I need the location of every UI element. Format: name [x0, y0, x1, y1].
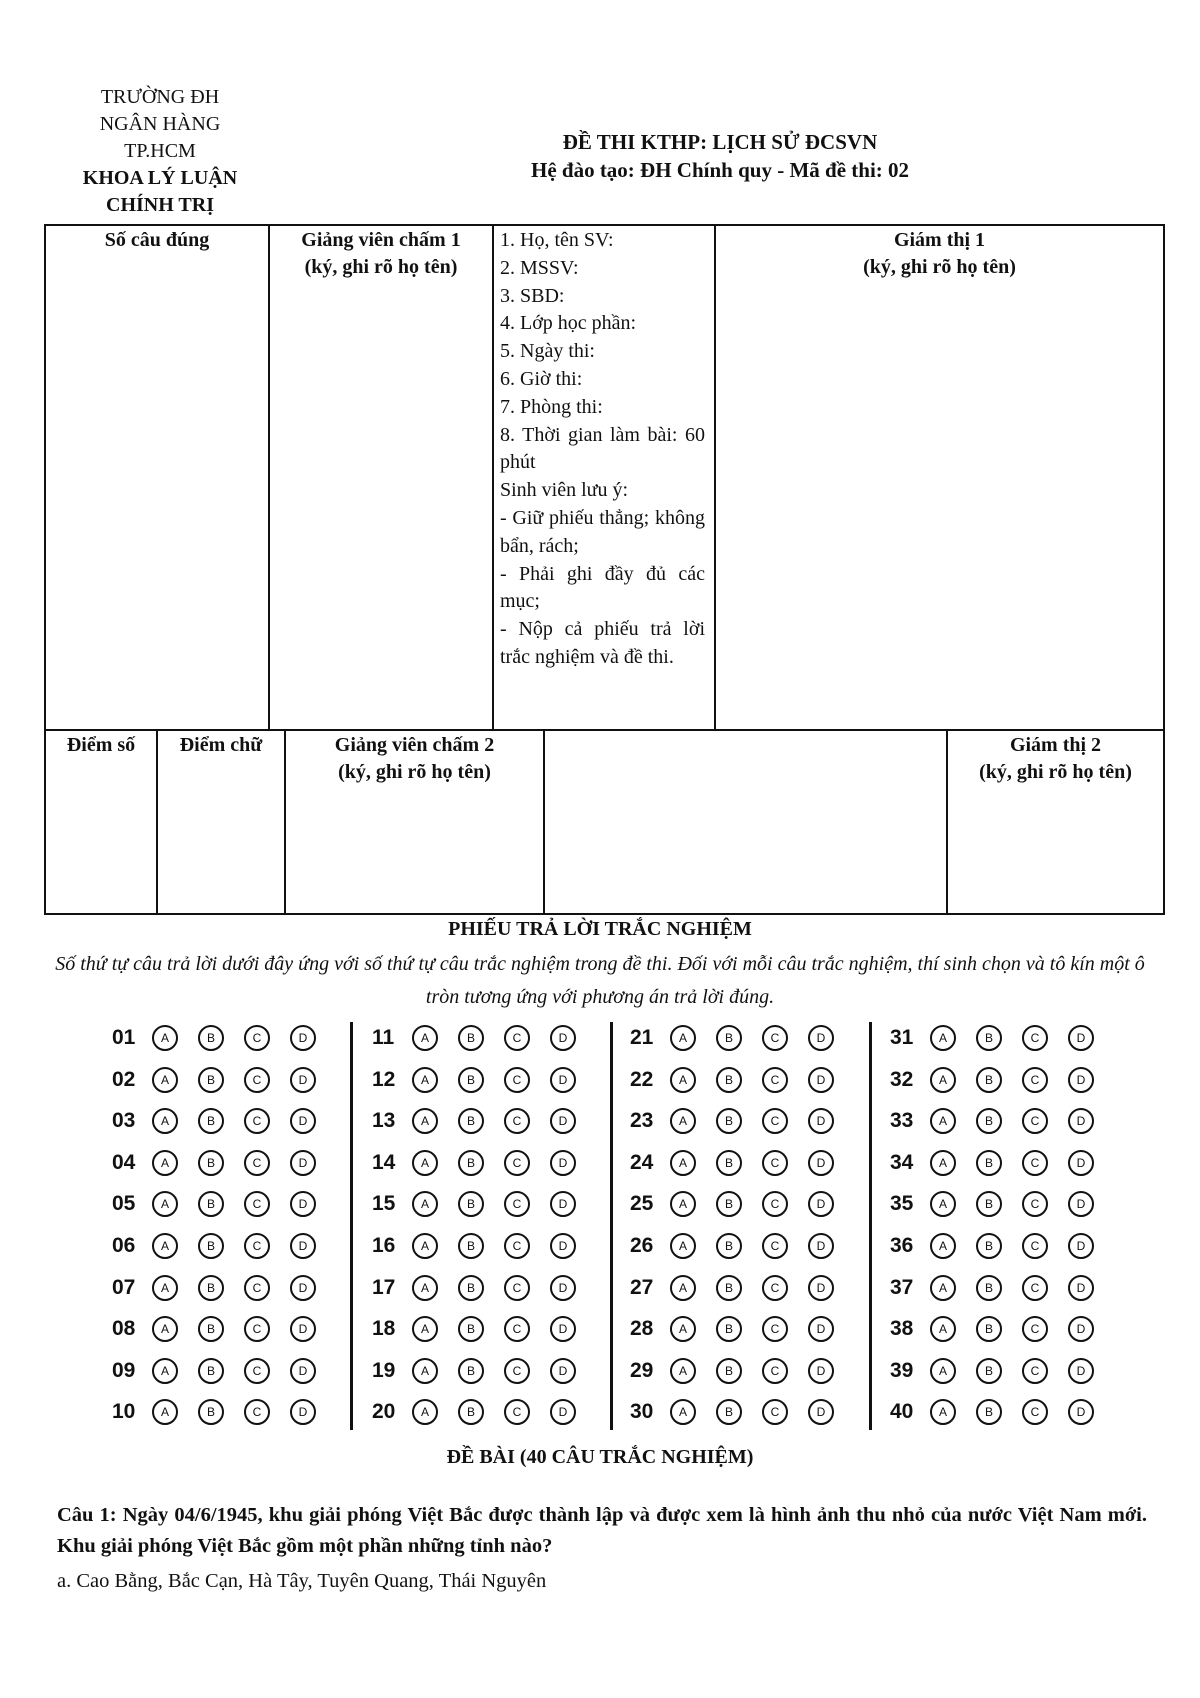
answer-bubble-a[interactable]: A: [670, 1233, 696, 1259]
question-number: 20: [372, 1400, 396, 1424]
answer-bubble-a[interactable]: A: [412, 1316, 438, 1342]
answer-bubble-d[interactable]: D: [1068, 1108, 1094, 1134]
answer-row: [112, 1187, 336, 1221]
answer-bubble-a[interactable]: A: [412, 1191, 438, 1217]
question-number: 05: [112, 1192, 136, 1216]
answer-bubble-d[interactable]: D: [808, 1233, 834, 1259]
info-item-duration: 8. Thời gian làm bài: 60 phút: [500, 423, 705, 474]
answer-row: [890, 1187, 1114, 1221]
answer-bubble-b[interactable]: B: [716, 1275, 742, 1301]
answer-row: [372, 1229, 596, 1263]
answer-bubble-c[interactable]: C: [244, 1108, 270, 1134]
answer-bubble-d[interactable]: D: [290, 1025, 316, 1051]
answer-row: [630, 1021, 854, 1055]
answer-bubble-a[interactable]: A: [412, 1358, 438, 1384]
question-number: 12: [372, 1067, 396, 1091]
answer-bubble-b[interactable]: B: [198, 1150, 224, 1176]
info-item-candidate-no: 3. SBD:: [500, 284, 565, 307]
answer-bubble-c[interactable]: C: [762, 1358, 788, 1384]
answer-bubble-b[interactable]: B: [458, 1025, 484, 1051]
score-words-label: Điểm chữ: [179, 734, 263, 756]
answer-bubble-c[interactable]: C: [244, 1399, 270, 1425]
answer-row: [890, 1146, 1114, 1180]
answer-row: [372, 1271, 596, 1305]
answer-row: [372, 1021, 596, 1055]
question-number: 02: [112, 1067, 136, 1091]
answer-bubble-b[interactable]: B: [458, 1067, 484, 1093]
proctor1-cell: [716, 227, 1163, 281]
answer-bubble-d[interactable]: D: [550, 1358, 576, 1384]
answer-bubble-b[interactable]: B: [976, 1025, 1002, 1051]
answer-row: [372, 1312, 596, 1346]
answer-bubble-c[interactable]: C: [1022, 1316, 1048, 1342]
question-number: 23: [630, 1109, 654, 1133]
answer-bubble-a[interactable]: A: [930, 1191, 956, 1217]
answer-sheet-instruction: Số thứ tự câu trả lời dưới đây ứng với số thứ tự câu trắc nghiệm trong đề thi. Đối với mỗi câu trắc nghiệm, thí sinh chọn và tô kín một ô tròn tương ứng với phương án trả lời đúng.: [55, 953, 1145, 1008]
question-number: 27: [630, 1275, 654, 1299]
answer-bubble-c[interactable]: C: [762, 1275, 788, 1301]
answer-bubble-c[interactable]: C: [504, 1233, 530, 1259]
answer-bubble-b[interactable]: B: [458, 1399, 484, 1425]
proctor2-cell: [948, 732, 1163, 786]
answer-bubble-d[interactable]: D: [808, 1067, 834, 1093]
answer-row: [890, 1271, 1114, 1305]
question-number: 06: [112, 1234, 136, 1257]
table-divider: [268, 224, 270, 731]
answer-bubble-c[interactable]: C: [762, 1316, 788, 1342]
answer-bubble-c[interactable]: C: [504, 1067, 530, 1093]
answer-bubble-c[interactable]: C: [244, 1358, 270, 1384]
info-item-student-id: 2. MSSV:: [500, 256, 579, 279]
answer-bubble-b[interactable]: B: [458, 1233, 484, 1259]
question-number: 39: [890, 1358, 914, 1382]
table-divider: [492, 224, 494, 731]
answer-bubble-a[interactable]: A: [930, 1067, 956, 1093]
answer-bubble-d[interactable]: D: [550, 1067, 576, 1093]
proctor2-label: Giám thị 2: [1009, 734, 1102, 756]
answer-bubble-a[interactable]: A: [930, 1233, 956, 1259]
info-item-name: 1. Họ, tên SV:: [500, 229, 614, 251]
answer-bubble-a[interactable]: A: [152, 1108, 178, 1134]
table-divider: [714, 224, 716, 731]
answer-bubble-d[interactable]: D: [808, 1150, 834, 1176]
answer-bubble-b[interactable]: B: [976, 1233, 1002, 1259]
question-number: 36: [890, 1234, 914, 1257]
answer-row: [630, 1271, 854, 1305]
answer-bubble-a[interactable]: A: [152, 1150, 178, 1176]
answer-bubble-a[interactable]: A: [412, 1025, 438, 1051]
question-number: 01: [112, 1026, 136, 1049]
question-number: 18: [372, 1317, 396, 1341]
answer-bubble-d[interactable]: D: [808, 1399, 834, 1425]
answer-bubble-c[interactable]: C: [762, 1067, 788, 1093]
column-divider: [610, 1022, 613, 1430]
answer-sheet-title: PHIẾU TRẢ LỜI TRẮC NGHIỆM: [448, 918, 752, 940]
question-number: 21: [630, 1026, 654, 1049]
answer-bubble-d[interactable]: D: [550, 1399, 576, 1425]
answer-bubble-d[interactable]: D: [1068, 1399, 1094, 1425]
answer-bubble-d[interactable]: D: [1068, 1275, 1094, 1301]
answer-bubble-c[interactable]: C: [244, 1316, 270, 1342]
question-number: 15: [372, 1192, 396, 1216]
answer-bubble-d[interactable]: D: [290, 1150, 316, 1176]
grader2-note: (ký, ghi rõ họ tên): [338, 761, 491, 783]
answer-bubble-a[interactable]: A: [670, 1275, 696, 1301]
answer-bubble-a[interactable]: A: [412, 1150, 438, 1176]
column-divider: [350, 1022, 353, 1430]
answer-row: [890, 1354, 1114, 1388]
answer-row: [372, 1104, 596, 1138]
answer-bubble-a[interactable]: A: [670, 1025, 696, 1051]
answer-bubble-d[interactable]: D: [550, 1108, 576, 1134]
answer-row: [630, 1104, 854, 1138]
answer-row: [630, 1395, 854, 1429]
answer-bubble-a[interactable]: A: [930, 1275, 956, 1301]
answer-bubble-d[interactable]: D: [550, 1025, 576, 1051]
question-number: 40: [890, 1400, 914, 1424]
answer-bubble-c[interactable]: C: [1022, 1191, 1048, 1217]
answer-row: [890, 1063, 1114, 1097]
school-name-line: NGÂN HÀNG: [99, 113, 221, 135]
answer-bubble-d[interactable]: D: [550, 1150, 576, 1176]
answer-bubble-b[interactable]: B: [716, 1067, 742, 1093]
answer-bubble-a[interactable]: A: [412, 1275, 438, 1301]
proctor1-label: Giám thị 1: [893, 229, 986, 251]
answer-bubble-d[interactable]: D: [290, 1399, 316, 1425]
grader1-label: Giảng viên chấm 1: [301, 229, 461, 251]
answer-bubble-a[interactable]: A: [670, 1191, 696, 1217]
answer-bubble-b[interactable]: B: [198, 1316, 224, 1342]
answer-bubble-c[interactable]: C: [504, 1275, 530, 1301]
answer-bubble-a[interactable]: A: [152, 1275, 178, 1301]
answer-bubble-b[interactable]: B: [716, 1316, 742, 1342]
question-number: 13: [372, 1109, 396, 1133]
answer-row: [112, 1312, 336, 1346]
answer-bubble-d[interactable]: D: [290, 1275, 316, 1301]
answer-bubble-d[interactable]: D: [290, 1358, 316, 1384]
faculty-name-line: CHÍNH TRỊ: [106, 194, 214, 216]
answer-bubble-b[interactable]: B: [458, 1358, 484, 1384]
answer-bubble-c[interactable]: C: [1022, 1108, 1048, 1134]
answer-bubble-c[interactable]: C: [504, 1108, 530, 1134]
answer-row: [630, 1187, 854, 1221]
answer-bubble-d[interactable]: D: [1068, 1191, 1094, 1217]
answer-bubble-c[interactable]: C: [1022, 1233, 1048, 1259]
question-number: 10: [112, 1400, 136, 1424]
answer-bubble-c[interactable]: C: [244, 1025, 270, 1051]
question-number: 30: [630, 1400, 654, 1424]
answer-bubble-a[interactable]: A: [152, 1233, 178, 1259]
answer-bubble-b[interactable]: B: [716, 1399, 742, 1425]
answer-bubble-c[interactable]: C: [762, 1108, 788, 1134]
question-number: 22: [630, 1067, 654, 1091]
answer-bubble-d[interactable]: D: [808, 1316, 834, 1342]
table-divider: [543, 729, 545, 915]
answer-bubble-b[interactable]: B: [458, 1275, 484, 1301]
answer-bubble-d[interactable]: D: [290, 1233, 316, 1259]
answer-bubble-c[interactable]: C: [762, 1025, 788, 1051]
question-number: 33: [890, 1109, 914, 1133]
info-item-class: 4. Lớp học phần:: [500, 312, 637, 335]
answer-bubble-a[interactable]: A: [670, 1067, 696, 1093]
score-number-label: Điểm số: [66, 734, 136, 756]
answer-bubble-c[interactable]: C: [1022, 1358, 1048, 1384]
answer-bubble-a[interactable]: A: [930, 1358, 956, 1384]
answer-bubble-d[interactable]: D: [1068, 1233, 1094, 1259]
answer-bubble-c[interactable]: C: [1022, 1150, 1048, 1176]
answer-row: [112, 1229, 336, 1263]
question-number: 03: [112, 1109, 136, 1133]
answer-bubble-d[interactable]: D: [290, 1067, 316, 1093]
question-number: 26: [630, 1234, 654, 1257]
answer-bubble-a[interactable]: A: [670, 1358, 696, 1384]
question-1-text: Câu 1: Ngày 04/6/1945, khu giải phóng Việt Bắc được thành lập và được xem là hình ảnh thu nhỏ của nước Việt Nam mới. Khu giải phóng Việt Bắc gồm một phần những tỉnh nào?: [57, 1504, 1147, 1557]
answer-row: [890, 1021, 1114, 1055]
answer-row: [890, 1104, 1114, 1138]
info-note: - Giữ phiếu thẳng; không bẩn, rách;: [500, 506, 705, 557]
question-1-option-a: a. Cao Bằng, Bắc Cạn, Hà Tây, Tuyên Quang, Thái Nguyên: [57, 1570, 547, 1592]
answer-bubble-c[interactable]: C: [504, 1316, 530, 1342]
answer-row: [112, 1063, 336, 1097]
answer-row: [630, 1354, 854, 1388]
question-number: 25: [630, 1192, 654, 1216]
answer-row: [630, 1229, 854, 1263]
question-number: 31: [890, 1026, 914, 1049]
answer-bubble-d[interactable]: D: [808, 1358, 834, 1384]
answer-bubble-b[interactable]: B: [716, 1025, 742, 1051]
answer-bubble-b[interactable]: B: [716, 1150, 742, 1176]
answer-bubble-d[interactable]: D: [1068, 1067, 1094, 1093]
answer-bubble-c[interactable]: C: [244, 1275, 270, 1301]
answer-bubble-d[interactable]: D: [550, 1275, 576, 1301]
answer-bubble-d[interactable]: D: [290, 1191, 316, 1217]
answer-bubble-b[interactable]: B: [716, 1191, 742, 1217]
answer-bubble-b[interactable]: B: [458, 1108, 484, 1134]
answer-bubble-a[interactable]: A: [930, 1150, 956, 1176]
question-number: 04: [112, 1150, 136, 1174]
answer-bubble-b[interactable]: B: [976, 1275, 1002, 1301]
answer-bubble-d[interactable]: D: [808, 1275, 834, 1301]
exam-section-title: ĐỀ BÀI (40 CÂU TRẮC NGHIỆM): [446, 1446, 754, 1468]
answer-bubble-c[interactable]: C: [244, 1233, 270, 1259]
question-number: 09: [112, 1358, 136, 1382]
exam-subtitle: Hệ đào tạo: ĐH Chính quy - Mã đề thi: 02: [530, 158, 910, 182]
grader2-cell: [286, 732, 543, 786]
answer-bubble-a[interactable]: A: [930, 1399, 956, 1425]
answer-bubble-c[interactable]: C: [762, 1191, 788, 1217]
answer-bubble-d[interactable]: D: [808, 1108, 834, 1134]
question-number: 24: [630, 1150, 654, 1174]
answer-bubble-d[interactable]: D: [290, 1316, 316, 1342]
answer-bubble-c[interactable]: C: [762, 1399, 788, 1425]
answer-bubble-b[interactable]: B: [976, 1358, 1002, 1384]
correct-count-label: Số câu đúng: [104, 229, 210, 251]
answer-bubble-a[interactable]: A: [670, 1108, 696, 1134]
answer-row: [630, 1063, 854, 1097]
question-number: 14: [372, 1150, 396, 1174]
answer-bubble-a[interactable]: A: [412, 1399, 438, 1425]
answer-bubble-b[interactable]: B: [198, 1233, 224, 1259]
answer-row: [112, 1146, 336, 1180]
answer-row: [112, 1104, 336, 1138]
answer-row: [112, 1354, 336, 1388]
answer-bubble-a[interactable]: A: [670, 1399, 696, 1425]
answer-bubble-c[interactable]: C: [504, 1150, 530, 1176]
answer-bubble-a[interactable]: A: [152, 1399, 178, 1425]
answer-bubble-b[interactable]: B: [716, 1108, 742, 1134]
proctor2-note: (ký, ghi rõ họ tên): [979, 761, 1132, 783]
answer-bubble-a[interactable]: A: [412, 1067, 438, 1093]
question-number: 29: [630, 1358, 654, 1382]
answer-bubble-d[interactable]: D: [1068, 1358, 1094, 1384]
answer-bubble-b[interactable]: B: [976, 1108, 1002, 1134]
answer-bubble-b[interactable]: B: [198, 1025, 224, 1051]
answer-bubble-c[interactable]: C: [504, 1025, 530, 1051]
answer-bubble-c[interactable]: C: [504, 1399, 530, 1425]
question-number: 37: [890, 1275, 914, 1299]
answer-row: [372, 1187, 596, 1221]
answer-bubble-c[interactable]: C: [1022, 1067, 1048, 1093]
answer-bubble-c[interactable]: C: [1022, 1025, 1048, 1051]
info-item-time: 6. Giờ thi:: [500, 367, 583, 390]
answer-bubble-d[interactable]: D: [808, 1025, 834, 1051]
answer-row: [890, 1395, 1114, 1429]
exam-title-block: [440, 128, 1000, 184]
question-number: 28: [630, 1317, 654, 1341]
answer-bubble-c[interactable]: C: [244, 1191, 270, 1217]
answer-bubble-c[interactable]: C: [504, 1358, 530, 1384]
answer-bubble-c[interactable]: C: [762, 1150, 788, 1176]
answer-bubble-a[interactable]: A: [412, 1233, 438, 1259]
answer-bubble-c[interactable]: C: [244, 1067, 270, 1093]
answer-bubble-a[interactable]: A: [930, 1108, 956, 1134]
student-info-list: [500, 227, 705, 672]
answer-bubble-b[interactable]: B: [198, 1275, 224, 1301]
answer-bubble-b[interactable]: B: [458, 1316, 484, 1342]
grader1-cell: [270, 227, 492, 281]
answer-bubble-a[interactable]: A: [930, 1316, 956, 1342]
question-number: 35: [890, 1192, 914, 1216]
answer-row: [890, 1312, 1114, 1346]
answer-bubble-c[interactable]: C: [504, 1191, 530, 1217]
question-number: 08: [112, 1317, 136, 1341]
answer-bubble-d[interactable]: D: [550, 1316, 576, 1342]
answer-bubble-d[interactable]: D: [550, 1191, 576, 1217]
answer-bubble-b[interactable]: B: [198, 1358, 224, 1384]
question-number: 38: [890, 1317, 914, 1341]
answer-row: [890, 1229, 1114, 1263]
answer-bubble-b[interactable]: B: [198, 1399, 224, 1425]
answer-bubble-c[interactable]: C: [244, 1150, 270, 1176]
answer-bubble-d[interactable]: D: [1068, 1316, 1094, 1342]
answer-row: [630, 1146, 854, 1180]
info-item-room: 7. Phòng thi:: [500, 395, 603, 418]
question-number: 34: [890, 1150, 914, 1174]
answer-bubble-d[interactable]: D: [290, 1108, 316, 1134]
answer-bubble-a[interactable]: A: [152, 1025, 178, 1051]
answer-bubble-c[interactable]: C: [1022, 1275, 1048, 1301]
answer-bubble-b[interactable]: B: [976, 1150, 1002, 1176]
grader2-label: Giảng viên chấm 2: [334, 734, 495, 756]
answer-bubble-a[interactable]: A: [152, 1191, 178, 1217]
answer-bubble-c[interactable]: C: [762, 1233, 788, 1259]
question-number: 17: [372, 1275, 396, 1299]
answer-bubble-b[interactable]: B: [198, 1067, 224, 1093]
question-number: 32: [890, 1067, 914, 1091]
answer-bubble-a[interactable]: A: [152, 1358, 178, 1384]
info-item-date: 5. Ngày thi:: [500, 340, 595, 363]
school-name-line: TP.HCM: [124, 140, 196, 162]
answer-bubble-a[interactable]: A: [152, 1316, 178, 1342]
grader1-note: (ký, ghi rõ họ tên): [304, 256, 458, 278]
answer-bubble-b[interactable]: B: [976, 1067, 1002, 1093]
faculty-name-line: KHOA LÝ LUẬN: [82, 167, 238, 189]
answer-bubble-b[interactable]: B: [198, 1108, 224, 1134]
answer-bubble-d[interactable]: D: [808, 1191, 834, 1217]
answer-row: [112, 1021, 336, 1055]
answer-bubble-b[interactable]: B: [458, 1150, 484, 1176]
answer-row: [372, 1354, 596, 1388]
school-block: [60, 84, 260, 219]
answer-bubble-a[interactable]: A: [152, 1067, 178, 1093]
answer-bubble-a[interactable]: A: [930, 1025, 956, 1051]
answer-row: [630, 1312, 854, 1346]
answer-bubble-b[interactable]: B: [976, 1399, 1002, 1425]
answer-bubble-d[interactable]: D: [1068, 1150, 1094, 1176]
column-divider: [869, 1022, 872, 1430]
proctor1-note: (ký, ghi rõ họ tên): [863, 256, 1016, 278]
answer-bubble-b[interactable]: B: [976, 1191, 1002, 1217]
answer-bubble-d[interactable]: D: [550, 1233, 576, 1259]
answer-bubble-c[interactable]: C: [1022, 1399, 1048, 1425]
answer-bubble-d[interactable]: D: [1068, 1025, 1094, 1051]
info-note: - Nộp cả phiếu trả lời trắc nghiệm và đề thi.: [500, 618, 705, 668]
answer-bubble-b[interactable]: B: [198, 1191, 224, 1217]
school-name-line: TRƯỜNG ĐH: [100, 86, 220, 108]
answer-row: [372, 1395, 596, 1429]
answer-row: [112, 1271, 336, 1305]
question-number: 11: [372, 1026, 395, 1049]
question-number: 19: [372, 1358, 396, 1382]
info-note-title: Sinh viên lưu ý:: [500, 479, 629, 502]
answer-bubble-a[interactable]: A: [670, 1316, 696, 1342]
answer-row: [372, 1063, 596, 1097]
answer-bubble-b[interactable]: B: [458, 1191, 484, 1217]
question-number: 07: [112, 1275, 136, 1299]
answer-bubble-a[interactable]: A: [670, 1150, 696, 1176]
answer-bubble-b[interactable]: B: [716, 1358, 742, 1384]
info-note: - Phải ghi đầy đủ các mục;: [500, 562, 705, 613]
answer-bubble-b[interactable]: B: [976, 1316, 1002, 1342]
answer-bubble-a[interactable]: A: [412, 1108, 438, 1134]
answer-row: [372, 1146, 596, 1180]
exam-title: ĐỀ THI KTHP: LỊCH SỬ ĐCSVN: [562, 130, 878, 154]
answer-bubble-b[interactable]: B: [716, 1233, 742, 1259]
answer-row: [112, 1395, 336, 1429]
question-number: 16: [372, 1234, 396, 1257]
